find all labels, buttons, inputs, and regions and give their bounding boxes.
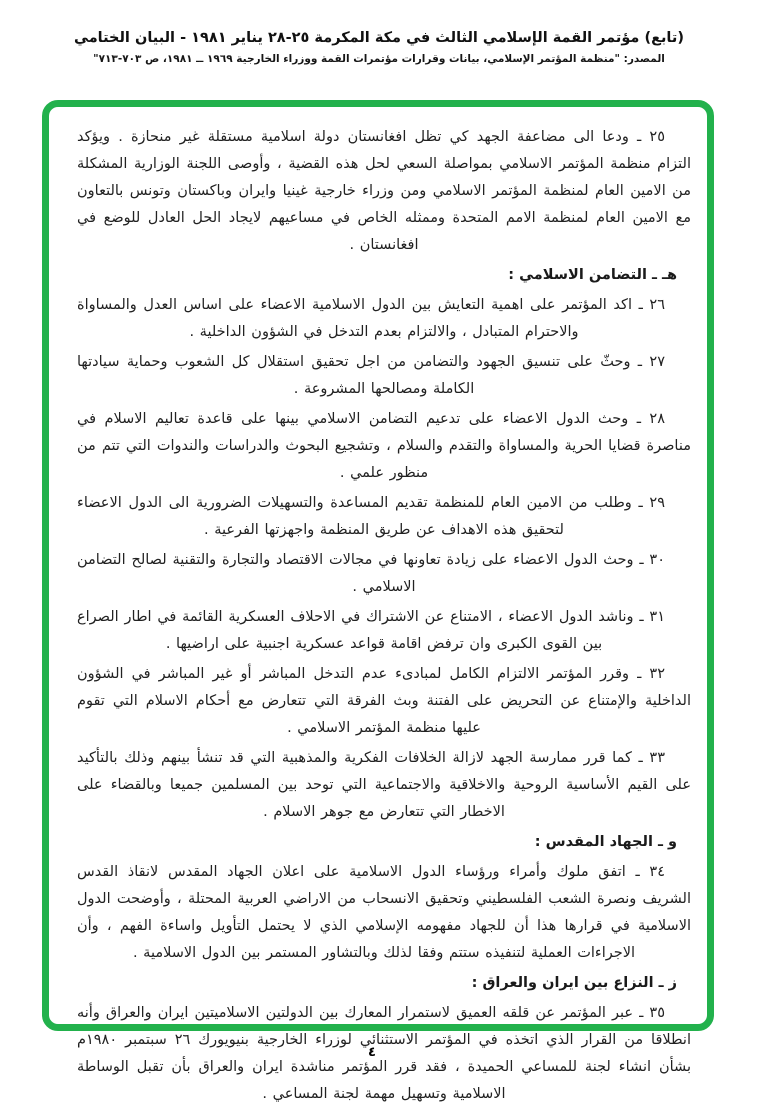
document-source-line: المصدر: "منظمة المؤتمر الإسلامي، بيانات وقرارات مؤتمرات القمة ووزراء الخارجية ١٩٦٩ ــ ١٩٨١، ص ٧٠٣-٧١٣" [93, 53, 665, 65]
paragraph-27: ٢٧ ـ وحثّ على تنسيق الجهود والتضامن من اجل تحقيق استقلال كل الشعوب وحماية سيادتها الكاملة ومصالحها المشروعة . [77, 354, 665, 397]
green-border-frame [42, 100, 714, 1102]
paragraph-26: ٢٦ ـ اكد المؤتمر على اهمية التعايش بين الدول الاسلامية الاعضاء على اساس العدل والمساواة والاحترام المتبادل ، والالتزام بعدم التدخل في الشؤون الداخلية . [77, 297, 665, 340]
section-heading-islamic-solidarity: هـ ـ التضامن الاسلامي : [508, 267, 677, 283]
paragraph-28: ٢٨ ـ وحث الدول الاعضاء على تدعيم التضامن الاسلامي بينها على قاعدة تعاليم الاسلام في مناصرة قضايا الحرية والمساواة والتقدم والسلام ، وتشجيع البحوث والدراسات والندوات التي تتم من منظور علمي . [77, 411, 691, 481]
paragraph-33: ٣٣ ـ كما قرر ممارسة الجهد لازالة الخلافات الفكرية والمذهبية التي قد تنشأ بينهم وذلك بالتأكيد على القيم الأساسية الروحية والاخلاقية والاجتماعية التي توحد بين المسلمين جميعا وبالقضاء على الاخطار التي تتعارض مع جوهر الاسلام . [77, 750, 691, 820]
document-title: (تابع) مؤتمر القمة الإسلامي الثالث في مكة المكرمة ٢٥-٢٨ يناير ١٩٨١ - البيان الختامي [74, 30, 684, 46]
paragraph-31: ٣١ ـ وناشد الدول الاعضاء ، الامتناع عن الاشتراك في الاحلاف العسكرية القائمة في اطار الصراع بين القوى الكبرى وان ترفض اقامة قواعد عسكرية اجنبية على اراضيها . [77, 609, 665, 652]
section-heading-iran-iraq-conflict: ز ـ النزاع بين ايران والعراق : [471, 975, 677, 991]
paragraph-34: ٣٤ ـ اتفق ملوك وأمراء ورؤساء الدول الاسلامية على اعلان الجهاد المقدس لانقاذ القدس الشريف ونصرة الشعب الفلسطيني وتحقيق الانسحاب من الاراضي العربية المحتلة ، وأوضحت الدول الاسلامية في قرارها هذا أن للجهاد مفهومه الإسلامي الذي لا يحتمل التأويل واساءة الفهم ، وأن الاجراءات العملية لتنفيذه ستتم وفقا لذلك وبالتشاور المستمر بين الدول الاسلامية . [77, 864, 691, 961]
paragraph-29: ٢٩ ـ وطلب من الامين العام للمنظمة تقديم المساعدة والتسهيلات الضرورية الى الدول الاعضاء لتحقيق هذه الاهداف عن طريق المنظمة واجهزتها الفرعية . [77, 495, 665, 538]
paragraph-25: ٢٥ ـ ودعا الى مضاعفة الجهد كي تظل افغانستان دولة اسلامية مستقلة غير منحازة . ويؤكد التزام منظمة المؤتمر الاسلامي بمواصلة السعي لحل هذه القضية ، وأوصى اللجنة الوزارية المشكلة من الامين العام لمنظمة المؤتمر الاسلامي ومن وزراء خارجية غينيا وايران وباكستان وتونس بالتعاون مع الامين العام لمنظمة الامم المتحدة وممثله الخاص في مساعيهم لايجاد الحل العادل للوضع في افغانستان . [77, 129, 691, 253]
document-header [0, 30, 758, 65]
paragraph-30: ٣٠ ـ وحث الدول الاعضاء على زيادة تعاونها في مجالات الاقتصاد والتجارة والتقنية لصالح التضامن الاسلامي . [77, 552, 665, 595]
paragraph-32: ٣٢ ـ وقرر المؤتمر الالتزام الكامل لمبادىء عدم التدخل المباشر أو غير المباشر في الشؤون الداخلية والإمتناع عن التحريض على الفتنة وبث الفرقة التي تتعارض مع أحكام الاسلام التي تقوم عليها منظمة المؤتمر الاسلامي . [77, 666, 691, 736]
paragraph-35: ٣٥ ـ عبر المؤتمر عن قلقه العميق لاستمرار المعارك بين الدولتين الاسلاميتين ايران والعراق وأنه انطلاقا من القرار الذي اتخذه في المؤتمر الاستثنائي لوزراء الخارجية بنيويورك ٢٦ سبتمبر ١٩٨٠م بشأن انشاء لجنة للمساعي الحميدة ، فقد قرر المؤتمر مناشدة ايران والعراق بأن تقبل الوساطة الاسلامية وتسهيل مهمة لجنة المساعي . [77, 1005, 691, 1102]
section-heading-holy-jihad: و ـ الجهاد المقدس : [534, 834, 677, 850]
page-number: ٤ [368, 1045, 376, 1060]
document-body [49, 107, 707, 1108]
